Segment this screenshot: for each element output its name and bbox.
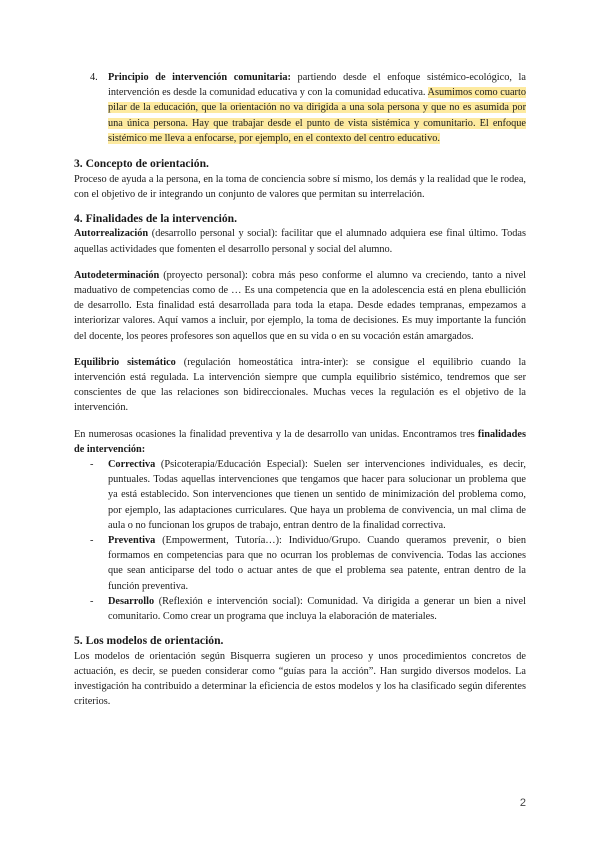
term: Preventiva [108,535,156,547]
list-item-text: (Psicoterapia/Educación Especial): Suelen ser intervenciones individuales, es decir, puntuales. Todas aquellas intervenciones que tengamos que hacer para solucionar un problema que ya está establecido. Son intervenciones que tienen un sentido de minimización del problema como, por ejemplo, las adaptaciones curriculares. Que haya un problema de convivencia, un mal clima de aula o no funcionan los grupos de trabajo, entran dentro de la finalidad correctiva. [108,459,526,531]
term: Correctiva [108,459,156,471]
term: Desarrollo [108,595,155,607]
numbered-item-4 [74,70,526,146]
section-4-heading: 4. Finalidades de la intervención. [74,211,237,225]
paragraph-text: (proyecto personal): cobra más peso conforme el alumno va creciendo, tanto a nivel maduativo de competencias como de … Es una competencia que en la adolescencia está en plena ebullición de desarrollo. Esta finalidad está desarrollada para toda la etapa. Desde edades tempranas, empezamos a interiorizar valores. Aquí vamos a incluir, por ejemplo, la toma de decisiones. Es muy importante la función del docente, los peores profesores son aquellos que en su vida o en su vocación están amargados. [74,269,526,342]
equilibrio-paragraph [74,355,526,416]
list-item [74,594,526,624]
section-5-heading: 5. Los modelos de orientación. [74,634,224,648]
item-title: Principio de intervención comunitaria: [108,72,291,83]
list-item [74,533,526,594]
intro-text: En numerosas ocasiones la finalidad preventiva y la de desarrollo van unidas. Encontramos tres [74,428,478,440]
list-item [74,457,526,533]
dash-marker: - [90,595,94,607]
page-number: 2 [519,797,526,809]
highlighted-text: Asumimos como cuarto pilar de la educación, que la orientación no va dirigida a una sola persona y que no es asumida por una única persona. Hay que trabajar desde el punto de vista sistémica y comunitario. El enfoque sistémico me lleva a enfocarse, por ejemplo, en el contexto del centro educativo. [108,87,526,144]
dash-marker: - [90,535,94,547]
section-3-heading: 3. Concepto de orientación. [74,157,209,171]
list-item-text: (Reflexión e intervención social): Comunidad. Va dirigida a generar un bien a nivel comunitario. Como crear un programa que incluya la elaboración de materiales. [108,595,526,623]
list-item-text: (Empowerment, Tutoría…): Individuo/Grupo. Cuando queramos prevenir, o bien formamos en competencias para que no ocurran los problemas de convivencia. Todas las acciones que sean anticiparse del todo o actuar antes de que el problema sea patente, entran dentro de la función preventiva. [108,535,526,592]
finalidades-intro [74,427,526,457]
section-5-body: Los modelos de orientación según Bisquerra sugieren un proceso y unos procedimientos concretos de actuación, es decir, se pueden considerar como “guías para la acción”. Han surgido diversos modelos. La investigación ha contribuido a determinar la eficiencia de estos modelos y los ha clasificado según diferentes criterios. [74,650,526,708]
term: Equilibrio sistemático [74,356,176,368]
intro-bold: finalidades de intervención: [74,428,526,455]
page-content [74,70,526,710]
dash-marker: - [90,459,94,471]
section-3-body: Proceso de ayuda a la persona, en la toma de conciencia sobre sí mismo, los demás y la realidad que le rodea, con el objetivo de ir integrando un conjunto de valores que permitan su interrelación. [74,173,526,200]
term: Autorrealización [74,228,149,240]
term: Autodeterminación [74,269,160,281]
item-text: partiendo desde el enfoque sistémico-ecológico, la intervención es desde la comunidad educativa y con la comunidad educativa. [108,72,526,99]
paragraph-text: (desarrollo personal y social): facilitar que el alumnado adquiera ese final último. Todas aquellas actividades que fomenten el desarrollo personal y social del alumno. [74,228,526,255]
paragraph-text: (regulación homeostática intra-inter): se consigue el equilibrio cuando la intervención está regulada. La intervención siempre que cumpla equilibrio sistémico, tendremos que ser conscientes de que las relaciones son bidireccionales. Muchas veces la regulación es el objetivo de la intervención. [74,356,526,414]
finalidades-list [74,457,526,624]
autorrealizacion-paragraph [74,226,526,256]
autodeterminacion-paragraph [74,268,526,344]
item-number: 4. [90,72,98,83]
